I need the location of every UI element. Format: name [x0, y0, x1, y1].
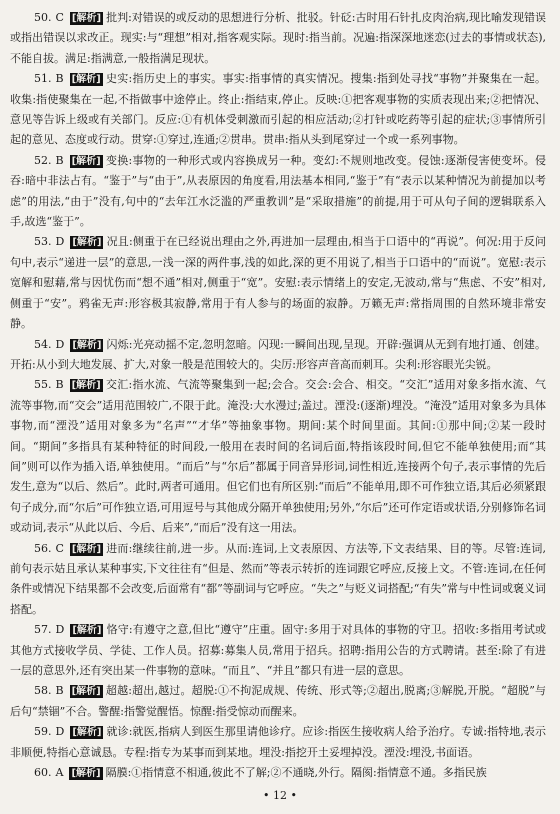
explanation-text: 闪烁:光亮动摇不定,忽明忽暗。闪现:一瞬间出现,呈现。开辟:强调从无到有地打通、创建。开拓:从小到大地发展、扩大,对象一般是范围较大的。尖厉:形容声音高而刺耳。尖利:形容眼光尖锐。 — [10, 337, 546, 371]
answer-entry — [10, 375, 546, 538]
analysis-tag: [解析] — [71, 13, 102, 24]
analysis-tag: [解析] — [71, 380, 101, 392]
answer-explanations — [10, 8, 546, 783]
explanation-text: 进而:继续往前,进一步。从而:连词,上文表原因、方法等,下文表结果、目的等。尽管:连词,前句表示姑且承认某种事实,下文往往有“但是、然而”等表示转折的连词跟它呼应,反接上文。不管:连词,在任何条件或情况下结果都不会改变,后面常有“都”等副词与它呼应。“失之”与贬义词搭配;“有失”常与中性词或褒义词搭配。 — [10, 541, 546, 616]
explanation-text: 批判:对错误的或反动的思想进行分析、批驳。针砭:古时用石针扎皮肉治病,现比喻发现错误或指出错误以求改正。现实:与“理想”相对,指客观实际。现时:指当前。况遍:指深深地迷恋(过去的事情或状态),不能自拔。满足:指满意,一般指满足现状。 — [10, 11, 546, 65]
explanation-text: 变换:事物的一种形式或内容换成另一种。变幻:不规则地改变。侵蚀:逐渐侵害使变坏。侵吞:暗中非法占有。“鉴于”与“由于”,从表原因的角度看,用法基本相同,“鉴于”有“表示以某种情况为前提加以考虑”的用法,“由于”没有,句中的“去年江水泛滥的严重教训”是“采取措施”的前提,用于可从句子间的逻辑联系入手,故选“鉴于”。 — [10, 153, 546, 229]
answer-letter: B — [55, 153, 64, 167]
answer-entry — [10, 763, 546, 783]
question-number: 56. — [34, 541, 52, 555]
explanation-text: 超越:超出,越过。超脱:①不拘泥成规、传统、形式等;②超出,脱离;③解脱,开脱。“超脱”与后句“禁锢”不合。警醒:指警觉醒悟。惊醒:指受惊动而醒来。 — [10, 684, 546, 718]
answer-entry — [10, 335, 546, 376]
question-number: 50. — [34, 11, 52, 24]
page-number: • 12 • — [263, 789, 297, 802]
question-number: 54. — [34, 337, 52, 351]
analysis-tag: [解析] — [71, 543, 102, 555]
analysis-tag: [解析] — [71, 74, 101, 86]
explanation-text: 恪守:有遵守之意,但比“遵守”庄重。固守:多用于对具体的事物的守卫。招收:多指用考试或其他方式接收学员、学徒、工作人员。招募:募集人员,常用于招兵。招聘:指用公告的方式聘请。甚至:除了有进一层的意思外,还有突出某一件事物的意味。“而且”、“并且”都只有进一层的意思。 — [10, 623, 546, 677]
answer-letter: C — [55, 11, 64, 24]
question-number: 60. — [34, 766, 52, 780]
analysis-tag: [解析] — [71, 155, 101, 167]
answer-entry — [10, 8, 546, 69]
explanation-text: 隔膜:①指情意不相通,彼此不了解;②不通晓,外行。隔阂:指情意不通。多指民族 — [105, 766, 487, 780]
explanation-text: 交汇:指水流、气流等聚集到一起;会合。交会:会合、相交。“交汇”适用对象多指水流、气流等事物,而“交会”适用范围较广,不限于此。淹没:大水漫过;盖过。湮没:(逐渐)埋没。“淹没”适用对象多为具体事物,而“湮没”适用对象多为“名声”“才华”等抽象事物。期间:某个时间里面。其间:①那中间;②某一段时间。“期间”多指具有某种特征的时间段,一般用在表时间的名词后面,特指该段时间,但它不能单独使用;而“其间”则可以作为插入语,单独使用。“而后”与“尔后”都属于同音异形词,词性相近,连接两个句子,表示事情的先后发生,意为“以后、然后”。此时,两者可通用。但它们也有所区别:“而后”不能单用,即不可作独立语,其后必须紧跟句子成分,而“尔后”可作独立语,可用逗号与其他成分隔开单独使用;另外,“尔后”还可作定语或状语,分别修饰名词或动词,表示“从此以后、今后、后来”,“而后”没有这一用法。 — [10, 378, 546, 535]
analysis-tag: [解析] — [72, 237, 102, 249]
question-number: 58. — [34, 684, 52, 698]
analysis-tag: [解析] — [71, 768, 101, 780]
answer-letter: A — [55, 766, 64, 780]
answer-entry — [10, 681, 546, 722]
analysis-tag: [解析] — [72, 339, 102, 351]
explanation-text: 就诊:就医,指病人到医生那里请他诊疗。应诊:指医生接收病人给予治疗。专诚:指特地,表示非顺便,特指心意诚恳。专程:指专为某事而到某地。埋没:指挖开土妥埋掉没。湮没:埋没,书面语。 — [10, 725, 546, 759]
answer-entry — [10, 232, 546, 334]
analysis-tag: [解析] — [72, 727, 102, 739]
explanation-text: 史实:指历史上的事实。事实:指事情的真实情况。搜集:指到处寻找“事物”并聚集在一起。收集:指使聚集在一起,不指做事中途停止。终止:指结束,停止。反映:①把客观事物的实质表现出来;②把情况、意见等告诉上级或有关部门。反应:①有机体受刺激而引起的相应活动;②打针或吃药等引起的症状;③事情所引起的意见、态度或行动。贯穿:①穿过,连通;②贯串。贯串:指从头到尾穿过一个或一系列事物。 — [10, 72, 546, 147]
answer-entry — [10, 151, 546, 233]
question-number: 59. — [34, 725, 52, 739]
answer-letter: D — [55, 623, 65, 637]
answer-entry — [10, 69, 546, 151]
answer-letter: B — [55, 378, 64, 392]
question-number: 51. — [34, 72, 52, 86]
answer-letter: D — [55, 337, 65, 351]
question-number: 55. — [34, 378, 52, 392]
answer-entry — [10, 722, 546, 763]
answer-letter: C — [55, 541, 64, 555]
answer-letter: B — [55, 72, 64, 86]
answer-letter: B — [55, 684, 64, 698]
answer-letter: D — [55, 235, 65, 249]
answer-letter: D — [55, 725, 65, 739]
answer-entry — [10, 620, 546, 681]
answer-entry — [10, 539, 546, 621]
question-number: 53. — [34, 235, 52, 249]
question-number: 57. — [34, 623, 52, 637]
question-number: 52. — [34, 153, 52, 167]
explanation-text: 况且:侧重于在已经说出理由之外,再进加一层理由,相当于口语中的“再说”。何况:用于反问句中,表示“递进一层”的意思,一浅一深的两件事,浅的如此,深的更不用说了,相当于口语中的“而说”。宽慰:表示宽解和慰藉,常与因忧伤而“想不通”相对,侧重于“宽”。安慰:表示情绪上的安定,无波动,常与“焦虑、不安”相对,侧重于“安”。鸦雀无声:形容极其寂静,常用于有人参与的场面的寂静。万籁无声:常指周围的自然环境非常安静。 — [10, 235, 546, 331]
analysis-tag: [解析] — [71, 686, 101, 698]
analysis-tag: [解析] — [72, 625, 102, 637]
